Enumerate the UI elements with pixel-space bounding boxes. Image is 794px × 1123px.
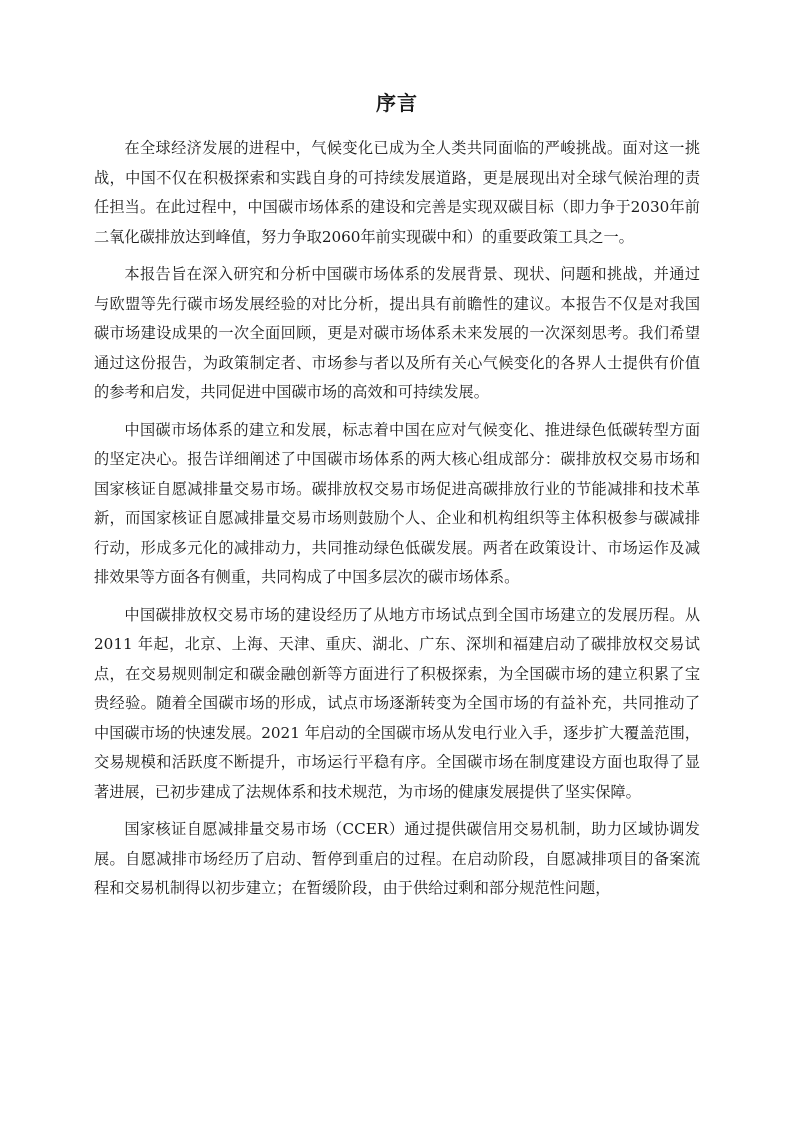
paragraph-3: 中国碳市场体系的建立和发展，标志着中国在应对气候变化、推进绿色低碳转型方面的坚定决心。报告详细阐述了中国碳市场体系的两大核心组成部分：碳排放权交易市场和国家核证自愿减排量交易市场。碳排放权交易市场促进高碳排放行业的节能减排和技术革新，而国家核证自愿减排量交易市场则鼓励个人、企业和机构组织等主体积极参与碳减排行动，形成多元化的减排动力，共同推动绿色低碳发展。两者在政策设计、市场运作及减排效果等方面各有侧重，共同构成了中国多层次的碳市场体系。: [94, 420, 700, 586]
preface-title: 序言: [376, 91, 418, 115]
paragraph-2: 本报告旨在深入研究和分析中国碳市场体系的发展背景、现状、问题和挑战，并通过与欧盟等先行碳市场发展经验的对比分析，提出具有前瞻性的建议。本报告不仅是对我国碳市场建设成果的一次全面回顾，更是对碳市场体系未来发展的一次深刻思考。我们希望通过这份报告，为政策制定者、市场参与者以及所有关心气候变化的各界人士提供有价值的参考和启发，共同促进中国碳市场的高效和可持续发展。: [94, 265, 700, 401]
paragraph-4: 中国碳排放权交易市场的建设经历了从地方市场试点到全国市场建立的发展历程。从 2011 年起，北京、上海、天津、重庆、湖北、广东、深圳和福建启动了碳排放权交易试点，在交易规则制定和碳金融创新等方面进行了积极探索，为全国碳市场的建立积累了宝贵经验。随着全国碳市场的形成，试点市场逐渐转变为全国市场的有益补充，共同推动了中国碳市场的快速发展。2021 年启动的全国碳市场从发电行业入手，逐步扩大覆盖范围，交易规模和活跃度不断提升，市场运行平稳有序。全国碳市场在制度建设方面也取得了显著进展，已初步建成了法规体系和技术规范，为市场的健康发展提供了坚实保障。: [94, 605, 700, 801]
paragraph-5: 国家核证自愿减排量交易市场（CCER）通过提供碳信用交易机制，助力区域协调发展。自愿减排市场经历了启动、暂停到重启的过程。在启动阶段，自愿减排项目的备案流程和交易机制得以初步建立；在暂缓阶段，由于供给过剩和部分规范性问题，: [94, 820, 700, 897]
paragraph-1: 在全球经济发展的进程中，气候变化已成为全人类共同面临的严峻挑战。面对这一挑战，中国不仅在积极探索和实践自身的可持续发展道路，更是展现出对全球气候治理的责任担当。在此过程中，中国碳市场体系的建设和完善是实现双碳目标（即力争于2030年前二氧化碳排放达到峰值，努力争取2060年前实现碳中和）的重要政策工具之一。: [94, 139, 700, 246]
